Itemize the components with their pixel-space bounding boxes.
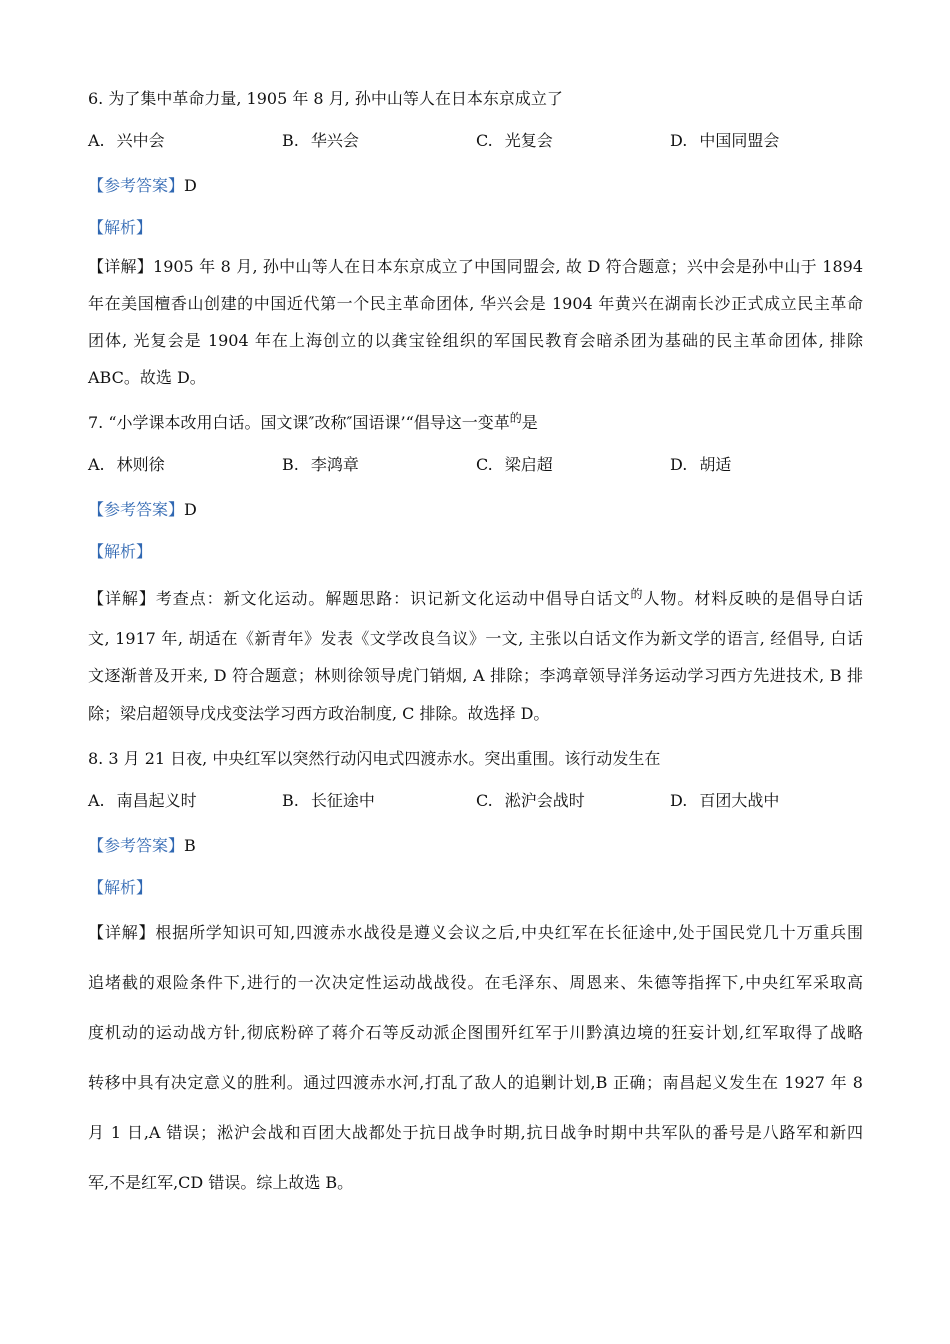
q6-answer: 【参考答案】D	[88, 176, 197, 195]
q8-option-c: C. 淞沪会战时	[476, 791, 585, 810]
q6-detail-line-1: 【详解】1905 年 8 月, 孙中山等人在日本东京成立了中国同盟会, 故 D 符合题意；兴中会是孙中山于 1894	[88, 257, 863, 276]
q7-option-b: B. 李鸿章	[282, 455, 359, 474]
question-7-stem: 7. “小学课本改用白话。国文课″改称″国语课’“倡导这一变革$^的$是	[88, 411, 538, 432]
q8-detail-line-4: 转移中具有决定意义的胜利。通过四渡赤水河,打乱了敌人的追剿计划,B 正确；南昌起义发生在 1927 年 8	[88, 1073, 863, 1092]
q7-detail-line-3: 文逐渐普及开来, D 符合题意；林则徐领导虎门销烟, A 排除；李鸿章领导洋务运动学习西方先进技术, B 排	[88, 666, 863, 685]
question-8-stem: 8. 3 月 21 日夜, 中央红军以突然行动闪电式四渡赤水。突出重围。该行动发生在	[88, 749, 661, 768]
q7-option-a: A. 林则徐	[88, 455, 165, 474]
q7-option-c: C. 梁启超	[476, 455, 553, 474]
q6-option-a: A. 兴中会	[88, 131, 165, 150]
q7-analysis-label: 【解析】	[88, 542, 153, 561]
q6-analysis-label: 【解析】	[88, 218, 153, 237]
q8-detail-line-3: 度机动的运动战方针,彻底粉碎了蒋介石等反动派企图围歼红军于川黔滇边境的狂妄计划,红军取得了战略	[88, 1023, 863, 1042]
q8-option-a: A. 南昌起义时	[88, 791, 197, 810]
q8-analysis-label: 【解析】	[88, 878, 153, 897]
q6-detail-line-3: 团体, 光复会是 1904 年在上海创立的以龚宝铨组织的军国民教育会暗杀团为基础的民主革命团体, 排除	[88, 331, 863, 350]
q7-option-d: D. 胡适	[670, 455, 732, 474]
q6-detail-line-4: ABC。故选 D。	[88, 368, 206, 387]
q8-detail-line-1: 【详解】根据所学知识可知,四渡赤水战役是遵义会议之后,中央红军在长征途中,处于国民党几十万重兵围	[88, 923, 863, 942]
q6-option-d: D. 中国同盟会	[670, 131, 780, 150]
question-6-stem: 6. 为了集中革命力量, 1905 年 8 月, 孙中山等人在日本东京成立了	[88, 89, 563, 108]
q8-detail-line-5: 月 1 日,A 错误；淞沪会战和百团大战都处于抗日战争时期,抗日战争时期中共军队的番号是八路军和新四	[88, 1123, 863, 1142]
q8-detail-line-6: 军,不是红军,CD 错误。综上故选 B。	[88, 1173, 354, 1192]
q7-detail-line-4: 除；梁启超领导戊戌变法学习西方政治制度, C 排除。故选择 D。	[88, 704, 550, 723]
q8-detail-line-2: 追堵截的艰险条件下,进行的一次决定性运动战战役。在毛泽东、周恩来、朱德等指挥下,中央红军采取高	[88, 973, 863, 992]
q6-option-c: C. 光复会	[476, 131, 553, 150]
q7-answer: 【参考答案】D	[88, 500, 197, 519]
q6-detail-line-2: 年在美国檀香山创建的中国近代第一个民主革命团体, 华兴会是 1904 年黄兴在湖南长沙正式成立民主革命	[88, 294, 863, 313]
q7-detail-line-2: 文, 1917 年, 胡适在《新青年》发表《文学改良刍议》一文, 主张以白话文作为新文学的语言, 经倡导, 白话	[88, 629, 863, 648]
q8-option-b: B. 长征途中	[282, 791, 375, 810]
q8-option-d: D. 百团大战中	[670, 791, 780, 810]
q7-detail-line-1: 【详解】考查点：新文化运动。解题思路：识记新文化运动中倡导白话文$^的$人物。材料反映的是倡导白话	[88, 587, 863, 608]
q6-option-b: B. 华兴会	[282, 131, 359, 150]
q8-answer: 【参考答案】B	[88, 836, 196, 855]
